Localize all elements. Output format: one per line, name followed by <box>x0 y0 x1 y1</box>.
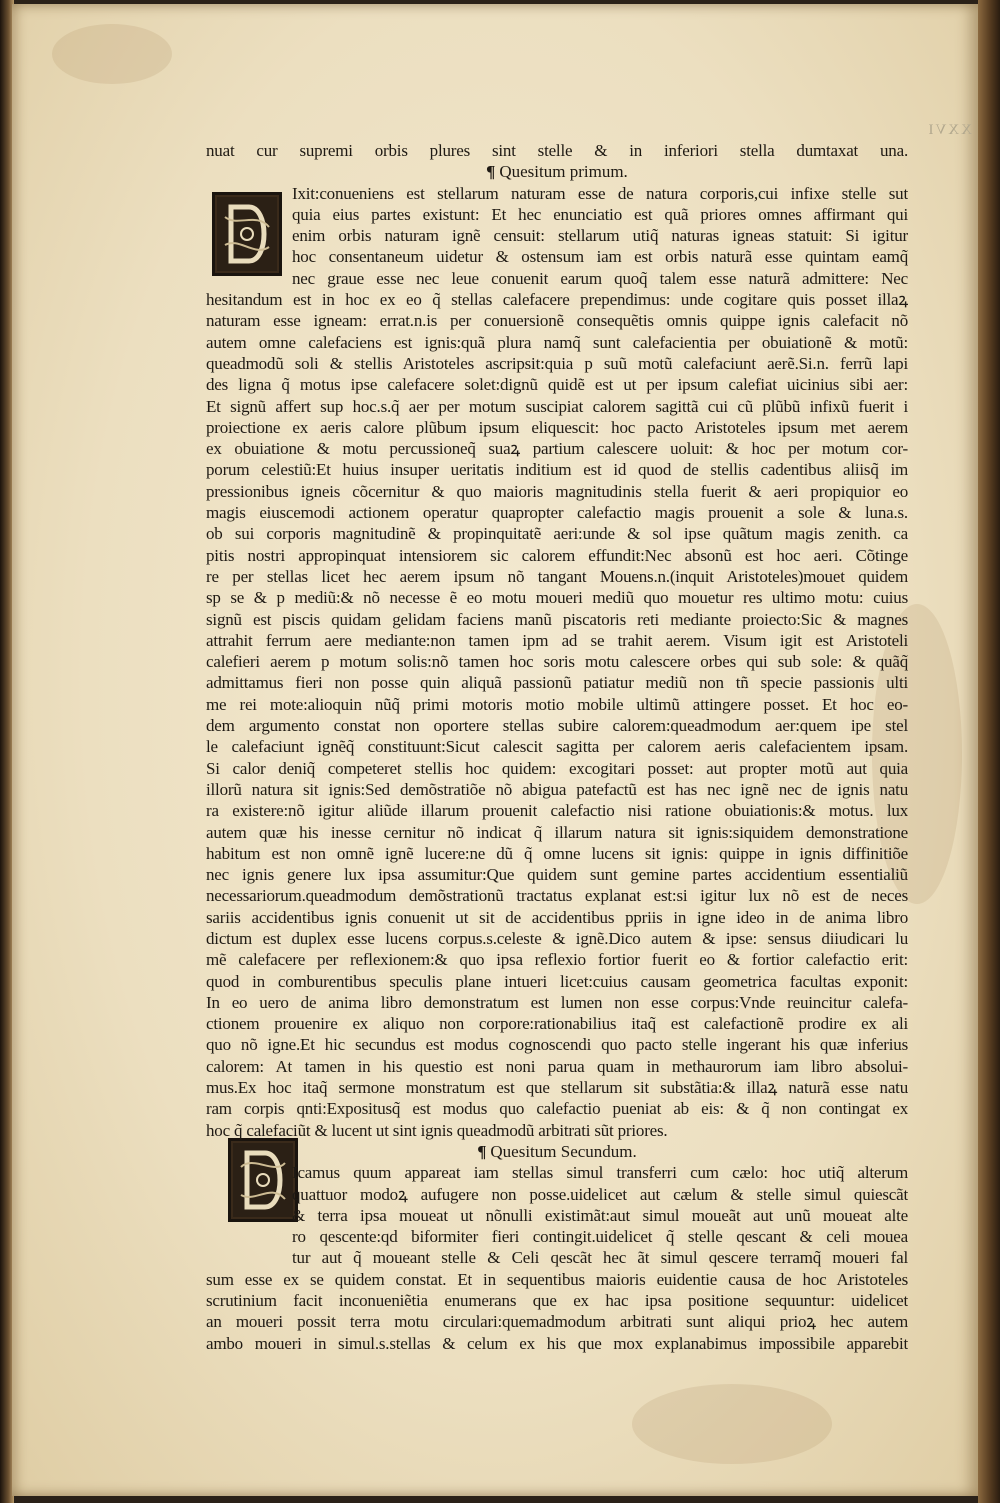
text-line: attrahit ferrum aere mediante:non tamen ipm ad se trahit aerem. Visum igit est Aristoteli <box>206 630 908 650</box>
text-line: sum esse ex se quidem constat. Et in sequentibus maioris euidentie causa de hoc Aristoteles <box>206 1269 908 1289</box>
text-line: sp se & p mediũ:& nõ necesse ẽ eo motu moueri mediũ quo mouetur res ultimo motu: cuius <box>206 588 908 608</box>
text-line: signũ est piscis quidam gelidam faciens manũ piscatoris reti mediante proiecto:Sic & magnes <box>206 609 908 629</box>
text-line: calefieri aerem p motum solis:nõ tamen hoc soris motu calescere orbes qui sub sole: & quãq̃ <box>206 652 908 672</box>
text-line: ram corpis qnti:Expositusq̃ est modus quo calefactio pueniat ab eis: & q̃ non contingat ex <box>206 1099 908 1119</box>
section-heading-1-text: Quesitum primum. <box>499 162 628 182</box>
pilcrow-icon: ¶ <box>477 1141 487 1161</box>
text-line: scrutinium facit inconueniẽtia enumerans que ex hac ipsa positione sequuntur: uidelicet <box>206 1291 908 1311</box>
text-line: ro qescente:qd biformiter fieri contingit.uidelicet q̃ stelle qescant & celi mouea <box>292 1227 908 1247</box>
text-line: hoc q̃ calefaciũt & lucent ut sint ignis queadmodũ arbitrati sũt priores. <box>206 1120 668 1140</box>
text-line: ex obuiatione & motu percussioneq̃ suaꝝ partium calescere uoluit: & hoc per motum cor- <box>206 439 908 459</box>
text-line: pressionibus igneis cõcernitur & quo maioris magnitudinis stella fuerit & aeri propiquior eo <box>206 481 908 501</box>
text-line: nec graue esse nec leue conuenit earum quoq̃ talem esse naturã admittere: Nec <box>292 268 908 288</box>
text-line: Et signũ affert sup hoc.s.q̃ aer per motum suscipiat calorem sagittã cui cũ plũbũ infixũ fuerit i <box>206 396 908 416</box>
text-line: an moueri possit terra motu circulari:quemadmodum arbitrati sunt aliqui prioꝝ hec autem <box>206 1312 908 1332</box>
text-line: quod in comburentibus speculis plane intueri licet:cuius causam geometrica facultas exponit: <box>206 971 908 991</box>
book-edge-right <box>978 0 1000 1503</box>
text-line: dem argumento constat non oportere stellas subire calorem:queadmodum aer:quem ipe stel <box>206 716 908 736</box>
text-line: proiectione ex aeris calore plũbum ipsum eliquescit: hoc pacto Aristoteles ipsum met aerem <box>206 417 908 437</box>
text-line: dictum est duplex esse lucens corpus.s.celeste & ignẽ.Dico autem & ipse: sensus diiudicari lu <box>206 928 908 948</box>
show-through-folio: XXVI <box>926 122 972 138</box>
text-line: nec ignis genere lux ipsa assumitur:Que quidem sunt gemine partes accidentium essentialiũ <box>206 865 908 885</box>
text-line: hoc consentaneum uidetur & ostensum iam est orbis naturã esse quintam eamq̃ <box>292 247 908 267</box>
text-line: enim orbis naturam ignẽ censuit: stellarum utiq̃ naturas igneas statuit: Si igitur <box>292 226 908 246</box>
section-heading-2-text: Quesitum Secundum. <box>490 1141 637 1161</box>
text-line: le calefaciunt ignẽq̃ constituunt:Sicut calescit sagitta per calorem aeris calefacientem ipsam. <box>206 737 908 757</box>
header-line: nuat cur supremi orbis plures sint stelle & in inferiori stella dumtaxat una. <box>206 141 908 160</box>
text-line: quattuor modoꝝ aufugere non posse.uidelicet aut cælum & stelle simul quiescãt <box>292 1184 908 1204</box>
text-line: habitum est non omnẽ ignẽ lucere:ne dũ q̃ omne lucens sit ignis: quippe in ignis diffinitiõe <box>206 843 908 863</box>
section-heading-1 <box>206 161 908 182</box>
text-line: quo nõ igne.Et hic secundus est modus cognoscendi quo pacto stelle ingerant his quæ inferius <box>206 1035 908 1055</box>
text-line: mus.Ex hoc itaq̃ sermone monstratum est que stellarum sit substãtia:& illaꝝ naturã esse natu <box>206 1078 908 1098</box>
text-line: Si calor deniq̃ competeret stellis hoc quidem: excogitari posset: aut propter motũ aut quia <box>206 758 908 778</box>
text-line: ctionem prouenire ex aliquo non corpore:rationabilius itaq̃ est calefactionẽ prodire ex ali <box>206 1014 908 1034</box>
text-line: me rei mote:alioquin nũq̃ primi motoris motio mobile ultimũ attingere posset. Et hoc eo- <box>206 694 908 714</box>
text-line: In eo uero de anima libro demonstratum est lumen non esse corpus:Vnde reuincitur calefa- <box>206 992 908 1012</box>
main-text-column <box>206 140 908 1354</box>
text-line: magis eiuscemodi actionem operatur quapropter calefactio magis prouenit a sole & luna.s. <box>206 503 908 523</box>
text-line: naturam esse igneam: errat.n.is per conuersionẽ consequẽtis omnis quippe ignis calefacit nõ <box>206 311 908 331</box>
text-line: queadmodũ soli & stellis Aristoteles ascripsit:quia p suũ motũ calefaciunt aerẽ.Si.n. ferrũ lapi <box>206 353 908 373</box>
text-line: necessariorum.queadmodum demõstrationũ tractatus explanat est:si igitur lux nõ est de neces <box>206 886 908 906</box>
section-2-body <box>206 1162 908 1354</box>
text-line: ra existere:nõ igitur aliũde illarum prouenit calefactio nisi ratione obuiationis:& motus. lux <box>206 801 908 821</box>
text-line: re per stellas licet hec aerem ipsum nõ tangant Mouens.n.(inquit Aristoteles)mouet quidem <box>206 566 908 586</box>
text-line: Ixit:conueniens est stellarum naturam esse de natura corporis,cui infixe stelle sut <box>292 183 908 203</box>
text-line: admittamus fieri non posse quin aliquã passionũ patiatur mediũ non tñ specie passionis ulti <box>206 673 908 693</box>
text-line: calorem: At tamen in his questio est noni parua quam in methaurorum iam libro absolui- <box>206 1056 908 1076</box>
text-line: des ligna q̃ motus ipse calefacere solet:dignũ quidẽ est ut per ipsum calefiat uicinius sibi aer: <box>206 375 908 395</box>
text-line: tur aut q̃ moueant stelle & Celi qescãt hec ãt simul qescere terramq̃ moueri fal <box>292 1248 908 1268</box>
text-line: sariis accidentibus ignis conuenit ut sit de accidentibus ppriis in igne ideo in de anima libro <box>206 907 908 927</box>
section-1-body <box>206 183 908 1141</box>
text-line: mẽ calefacere per reflexionem:& quo ipsa reflexio fortior fuerit eo & fortior calefactio erit: <box>206 950 908 970</box>
text-line: Icamus quum appareat iam stellas simul transferri cum cælo: hoc utiq̃ alterum <box>292 1163 908 1183</box>
text-line: & terra ipsa moueat ut nõnulli existimãt:aut simul moueãt aut unũ moueat alte <box>292 1205 908 1225</box>
text-line: ob sui corporis magnitudinẽ & propinquitatẽ aeri:unde & sol ipse quãtum magis zenith. ca <box>206 524 908 544</box>
text-line: hesitandum est in hoc ex eo q̃ stellas calefacere prependimus: unde cogitare quis posset illaꝝ <box>206 290 908 310</box>
section-heading-2 <box>206 1141 908 1162</box>
text-line: quia eius partes existunt: Et hec enunciatio est quã priores omnes affirmant qui <box>292 204 908 224</box>
text-line: autem omne calefaciens est ignis:quã plura namq̃ sunt calefacientia per obuiationẽ & motũ: <box>206 332 908 352</box>
text-line: porum celestiũ:Et huius insuper ueritatis inditium est id quod de stellis cadentibus aliisq̃ im <box>206 460 908 480</box>
text-line: ambo moueri in simul.s.stellas & celum ex his que mox explanabimus impossibile apparebit <box>206 1333 908 1353</box>
text-line: pitis nostri appropinquat intensiorem sic calorem effundit:Nec absonũ est hoc aeri. Cõtinge <box>206 545 908 565</box>
text-line: illorũ natura sit ignis:Sed demõstratiõe nõ abigua patefactũ est has nec ignẽ nec de ignis natu <box>206 779 908 799</box>
text-line: autem quæ his inesse cernitur nõ indicat q̃ illarum natura sit ignis:siquidem demonstratione <box>206 822 908 842</box>
pilcrow-icon: ¶ <box>486 162 496 182</box>
